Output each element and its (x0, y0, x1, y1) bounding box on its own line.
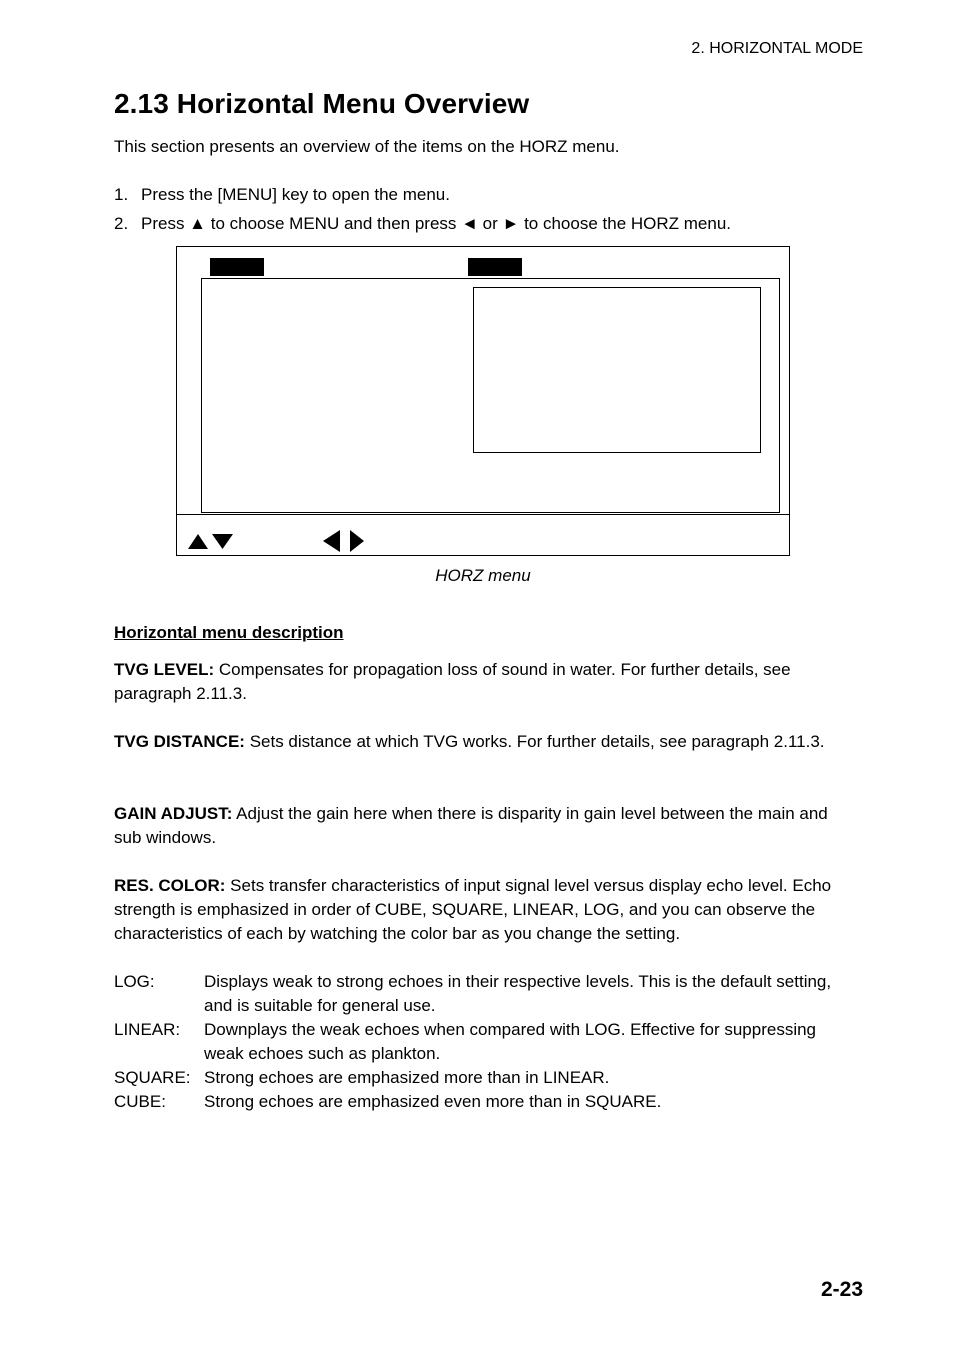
definition-term: CUBE: (114, 1092, 166, 1111)
definition-desc: Downplays the weak echoes when compared with LOG. Effective for suppressing weak echoes such as plankton. (204, 1020, 816, 1063)
item-text: Sets distance at which TVG works. For further details, see paragraph 2.11.3. (244, 732, 825, 751)
item-term: GAIN ADJUST: (114, 804, 233, 823)
left-right-arrows (322, 530, 366, 552)
step-number: 2. (114, 214, 129, 233)
divider (177, 514, 789, 515)
up-triangle-icon (188, 534, 208, 549)
up-down-arrows (187, 530, 235, 552)
definition-item (114, 1090, 844, 1114)
item-paragraph (114, 658, 854, 706)
menu-tab-block (468, 258, 522, 276)
step-number: 1. (114, 185, 129, 204)
step-item (114, 183, 731, 212)
running-head: 2. HORIZONTAL MODE (691, 40, 863, 57)
item-text: Adjust the gain here when there is disparity in gain level between the main and sub windows. (114, 804, 828, 847)
item-paragraph (114, 874, 859, 946)
definition-item (114, 970, 844, 1018)
up-down-icon (187, 531, 235, 551)
right-triangle-icon (350, 530, 364, 552)
item-term: RES. COLOR: (114, 876, 226, 895)
definition-item (114, 1018, 844, 1066)
definition-item (114, 1066, 844, 1090)
item-paragraph (114, 802, 834, 850)
down-triangle-icon (212, 534, 233, 549)
item-text: Sets transfer characteristics of input signal level versus display echo level. Echo strength is emphasized in order of CUBE, SQUARE, LINEAR, LOG, and you can observe the characteristics of each by watching the color bar as you change the setting. (114, 876, 832, 943)
item-term: TVG LEVEL: (114, 660, 215, 679)
step-text: Press ▲ to choose MENU and then press ◄ or ► to choose the HORZ menu. (141, 214, 732, 233)
definition-term: SQUARE: (114, 1068, 191, 1087)
definition-list (114, 970, 844, 1114)
sub-window (473, 287, 761, 453)
horz-menu-figure (176, 246, 790, 556)
item-term: TVG DISTANCE: (114, 732, 245, 751)
menu-tab-block (210, 258, 264, 276)
page-title: 2.13 Horizontal Menu Overview (114, 88, 530, 119)
item-text: Compensates for propagation loss of sound in water. For further details, see paragraph 2.11.3. (114, 660, 791, 703)
step-item (114, 212, 731, 241)
step-list (114, 183, 731, 241)
left-right-icon (322, 529, 366, 553)
definition-desc: Strong echoes are emphasized even more than in SQUARE. (204, 1092, 662, 1111)
step-text: Press the [MENU] key to open the menu. (141, 185, 450, 204)
left-triangle-icon (323, 530, 340, 552)
item-paragraph (114, 730, 854, 754)
definition-term: LOG: (114, 972, 155, 991)
figure-caption: HORZ menu (435, 566, 531, 585)
page-number: 2-23 (820, 1278, 863, 1301)
menu-window (201, 278, 780, 513)
section-heading: Horizontal menu description (114, 623, 344, 642)
definition-term: LINEAR: (114, 1020, 181, 1039)
definition-desc: Displays weak to strong echoes in their respective levels. This is the default setting, and is suitable for general use. (204, 972, 832, 1015)
definition-desc: Strong echoes are emphasized more than in LINEAR. (204, 1068, 610, 1087)
intro-paragraph: This section presents an overview of the items on the HORZ menu. (114, 137, 620, 156)
